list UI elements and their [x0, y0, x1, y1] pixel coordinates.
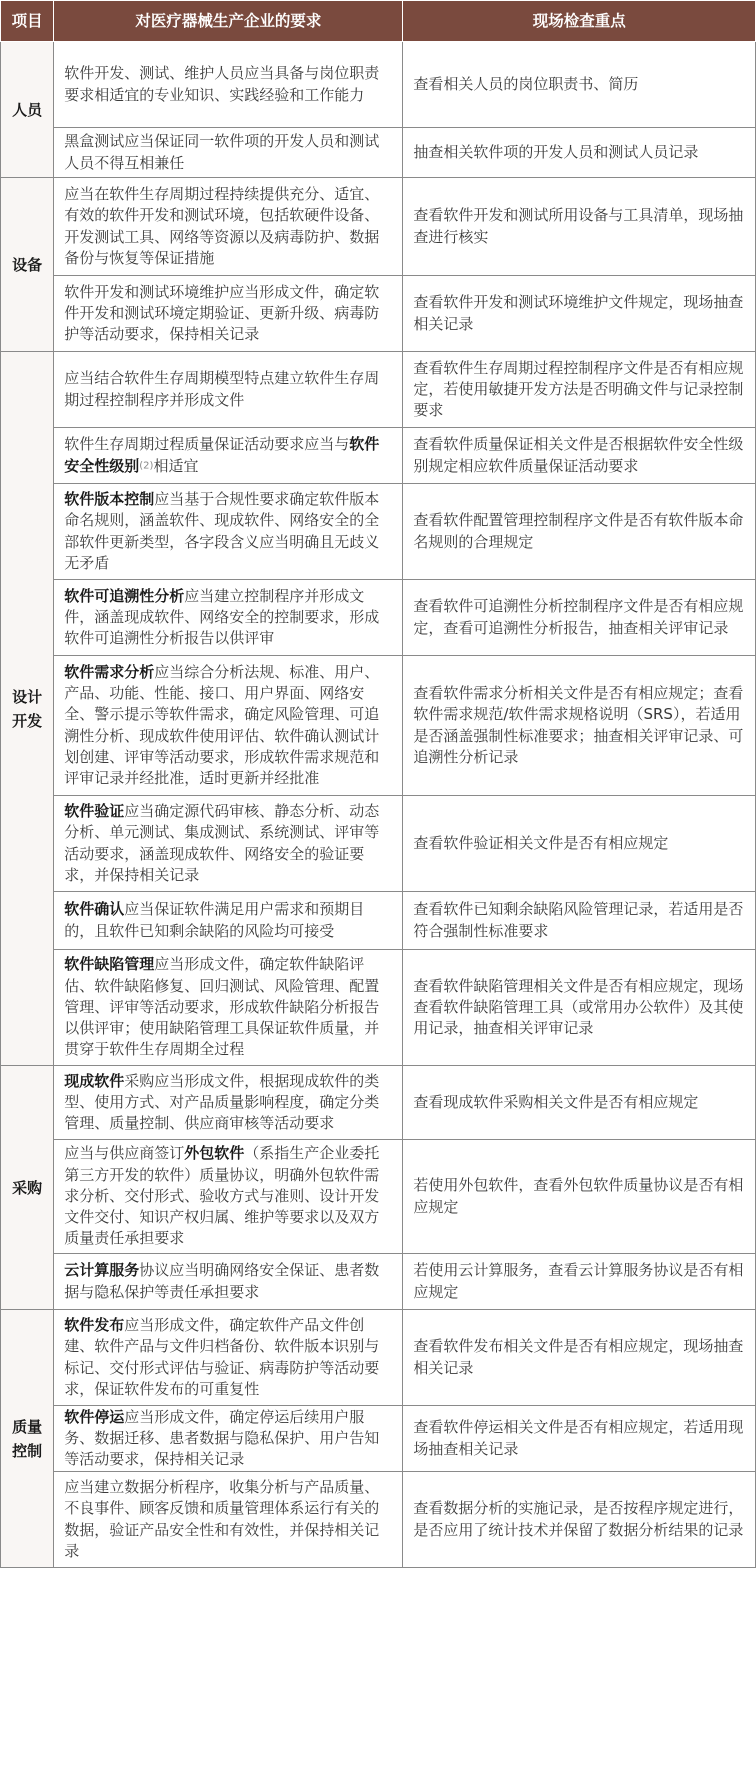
requirement-cell	[54, 580, 403, 656]
check-point-cell: 查看软件配置管理控制程序文件是否有软件版本命名规则的合理规定	[403, 484, 756, 580]
header-check: 现场检查重点	[403, 1, 756, 42]
requirement-text: （系指生产企业委托第三方开发的软件）质量协议，明确外包软件需求分析、交付形式、验收方式与准则、设计开发文件交付、知识产权归属、维护等要求以及双方质量责任承担要求	[64, 1144, 380, 1248]
requirement-keyword: 软件版本控制	[64, 489, 155, 508]
requirement-keyword: 云计算服务	[64, 1261, 140, 1280]
requirement-cell	[54, 950, 403, 1066]
requirement-text: 应当在软件生存周期过程持续提供充分、适宜、有效的软件开发和测试环境，包括软硬件设备、开发测试工具、网络等资源以及病毒防护、数据备份与恢复等保证措施	[64, 184, 380, 267]
requirement-cell	[54, 276, 403, 352]
requirement-text: 黑盒测试应当保证同一软件项的开发人员和测试人员不得互相兼任	[64, 132, 380, 172]
check-point-cell: 查看软件可追溯性分析控制程序文件是否有相应规定，查看可追溯性分析报告，抽查相关评审记录	[403, 580, 756, 656]
requirement-text: 应当建立控制程序并形成文件，涵盖现成软件、网络安全的控制要求，形成软件可追溯性分析报告以供评审	[64, 586, 380, 648]
check-point-cell: 若使用外包软件，查看外包软件质量协议是否有相应规定	[403, 1140, 756, 1254]
footnote-ref: (2)	[139, 459, 154, 471]
requirement-keyword: 软件安全性级别	[64, 435, 380, 475]
table-row	[1, 276, 756, 352]
table-row	[1, 950, 756, 1066]
requirement-cell	[54, 656, 403, 796]
requirement-text: 相适宜	[153, 456, 199, 475]
check-point-cell: 查看软件质量保证相关文件是否根据软件安全性级别规定相应软件质量保证活动要求	[403, 428, 756, 484]
check-point-cell: 查看相关人员的岗位职责书、简历	[403, 42, 756, 128]
requirement-text: 应当形成文件，确定软件缺陷评估、软件缺陷修复、回归测试、风险管理、配置管理、评审等活动要求，形成软件缺陷分析报告以供评审；使用缺陷管理工具保证软件质量，并贯穿于软件生存周期全过程	[64, 955, 380, 1059]
check-point-cell: 查看软件停运相关文件是否有相应规定，若适用现场抽查相关记录	[403, 1406, 756, 1472]
check-point-cell: 查看软件已知剩余缺陷风险管理记录，若适用是否符合强制性标准要求	[403, 892, 756, 950]
requirement-text: 应当形成文件，确定软件产品文件创建、软件产品与文件归档备份、软件版本识别与标记、交付形式评估与验证、病毒防护等活动要求，保证软件发布的可重复性	[64, 1315, 380, 1398]
requirement-text: 应当综合分析法规、标准、用户、产品、功能、性能、接口、用户界面、网络安全、警示提示等软件需求，确定风险管理、可追溯性分析、现成软件使用评估、软件确认测试计划创建、评审等活动要求，形成软件需求规范和评审记录并经批准，适时更新并经批准	[64, 662, 380, 788]
requirement-cell	[54, 1254, 403, 1310]
requirement-text: 应当建立数据分析程序，收集分析与产品质量、不良事件、顾客反馈和质量管理体系运行有关的数据，验证产品安全性和有效性，并保持相关记录	[64, 1477, 380, 1560]
check-point-cell: 查看现成软件采购相关文件是否有相应规定	[403, 1066, 756, 1140]
table-row	[1, 1140, 756, 1254]
requirement-cell	[54, 352, 403, 428]
requirement-text: 软件开发、测试、维护人员应当具备与岗位职责要求相适宜的专业知识、实践经验和工作能力	[64, 64, 380, 104]
category-cell: 质量控制	[1, 1310, 54, 1568]
table-row	[1, 656, 756, 796]
requirement-cell	[54, 1066, 403, 1140]
table-header	[1, 1, 756, 42]
category-cell: 人员	[1, 42, 54, 178]
requirement-keyword: 软件发布	[64, 1315, 125, 1334]
check-point-cell: 若使用云计算服务，查看云计算服务协议是否有相应规定	[403, 1254, 756, 1310]
requirement-keyword: 软件验证	[64, 801, 125, 820]
table-row	[1, 428, 756, 484]
table-row	[1, 580, 756, 656]
check-point-cell: 抽查相关软件项的开发人员和测试人员记录	[403, 128, 756, 178]
table-row	[1, 1066, 756, 1140]
check-point-cell: 查看软件发布相关文件是否有相应规定，现场抽查相关记录	[403, 1310, 756, 1406]
requirement-text: 应当确定源代码审核、静态分析、动态分析、单元测试、集成测试、系统测试、评审等活动要求，涵盖现成软件、网络安全的验证要求，并保持相关记录	[64, 801, 380, 884]
requirement-cell	[54, 484, 403, 580]
check-point-cell: 查看软件生存周期过程控制程序文件是否有相应规定，若使用敏捷开发方法是否明确文件与记录控制要求	[403, 352, 756, 428]
requirement-cell	[54, 892, 403, 950]
requirement-text: 采购应当形成文件，根据现成软件的类型、使用方式、对产品质量影响程度，确定分类管理、质量控制、供应商审核等活动要求	[64, 1071, 380, 1133]
requirement-cell	[54, 1406, 403, 1472]
table-row	[1, 892, 756, 950]
check-point-cell: 查看软件验证相关文件是否有相应规定	[403, 796, 756, 892]
check-point-cell: 查看软件开发和测试所用设备与工具清单，现场抽查进行核实	[403, 178, 756, 276]
table-row	[1, 178, 756, 276]
table-row	[1, 1406, 756, 1472]
requirement-text: 应当形成文件，确定停运后续用户服务、数据迁移、患者数据与隐私保护、用户告知等活动要求，保持相关记录	[64, 1407, 380, 1469]
requirement-cell	[54, 428, 403, 484]
requirement-keyword: 软件确认	[64, 900, 125, 919]
requirement-keyword: 软件缺陷管理	[64, 955, 155, 974]
check-point-cell: 查看软件开发和测试环境维护文件规定，现场抽查相关记录	[403, 276, 756, 352]
requirement-keyword: 现成软件	[64, 1071, 125, 1090]
requirement-cell	[54, 1472, 403, 1568]
table-row	[1, 1310, 756, 1406]
table-body	[1, 42, 756, 1568]
table-row	[1, 1472, 756, 1568]
requirement-cell	[54, 1310, 403, 1406]
check-point-cell: 查看软件缺陷管理相关文件是否有相应规定，现场查看软件缺陷管理工具（或常用办公软件）及其使用记录，抽查相关评审记录	[403, 950, 756, 1066]
table-row	[1, 1254, 756, 1310]
requirement-text: 软件生存周期过程质量保证活动要求应当与	[64, 435, 350, 454]
table-row	[1, 128, 756, 178]
table-row	[1, 352, 756, 428]
table-row	[1, 796, 756, 892]
requirement-keyword: 软件需求分析	[64, 662, 155, 681]
check-point-cell: 查看数据分析的实施记录，是否按程序规定进行，是否应用了统计技术并保留了数据分析结果的记录	[403, 1472, 756, 1568]
requirement-text: 应当与供应商签订	[64, 1144, 185, 1163]
table-row	[1, 484, 756, 580]
requirement-text: 应当保证软件满足用户需求和预期目的，且软件已知剩余缺陷的风险均可接受	[64, 900, 365, 940]
requirement-text: 协议应当明确网络安全保证、患者数据与隐私保护等责任承担要求	[64, 1261, 380, 1301]
requirement-keyword: 外包软件	[184, 1144, 245, 1163]
requirement-text: 软件开发和测试环境维护应当形成文件，确定软件开发和测试环境定期验证、更新升级、病毒防护等活动要求，保持相关记录	[64, 282, 380, 344]
requirement-keyword: 软件可追溯性分析	[64, 586, 185, 605]
category-cell: 设备	[1, 178, 54, 352]
requirement-text: 应当结合软件生存周期模型特点建立软件生存周期过程控制程序并形成文件	[64, 369, 380, 409]
requirement-cell	[54, 128, 403, 178]
requirement-cell	[54, 178, 403, 276]
table-row	[1, 42, 756, 128]
check-point-cell: 查看软件需求分析相关文件是否有相应规定；查看软件需求规范/软件需求规格说明（SRS），若适用是否涵盖强制性标准要求；抽查相关评审记录、可追溯性分析记录	[403, 656, 756, 796]
category-cell: 采购	[1, 1066, 54, 1310]
requirement-keyword: 软件停运	[64, 1407, 125, 1426]
category-cell: 设计开发	[1, 352, 54, 1066]
requirement-cell	[54, 42, 403, 128]
header-category: 项目	[1, 1, 54, 42]
header-requirement: 对医疗器械生产企业的要求	[54, 1, 403, 42]
requirement-cell	[54, 1140, 403, 1254]
requirement-text: 应当基于合规性要求确定软件版本命名规则，涵盖软件、现成软件、网络安全的全部软件更新类型，各字段含义应当明确且无歧义无矛盾	[64, 489, 380, 572]
requirement-cell	[54, 796, 403, 892]
